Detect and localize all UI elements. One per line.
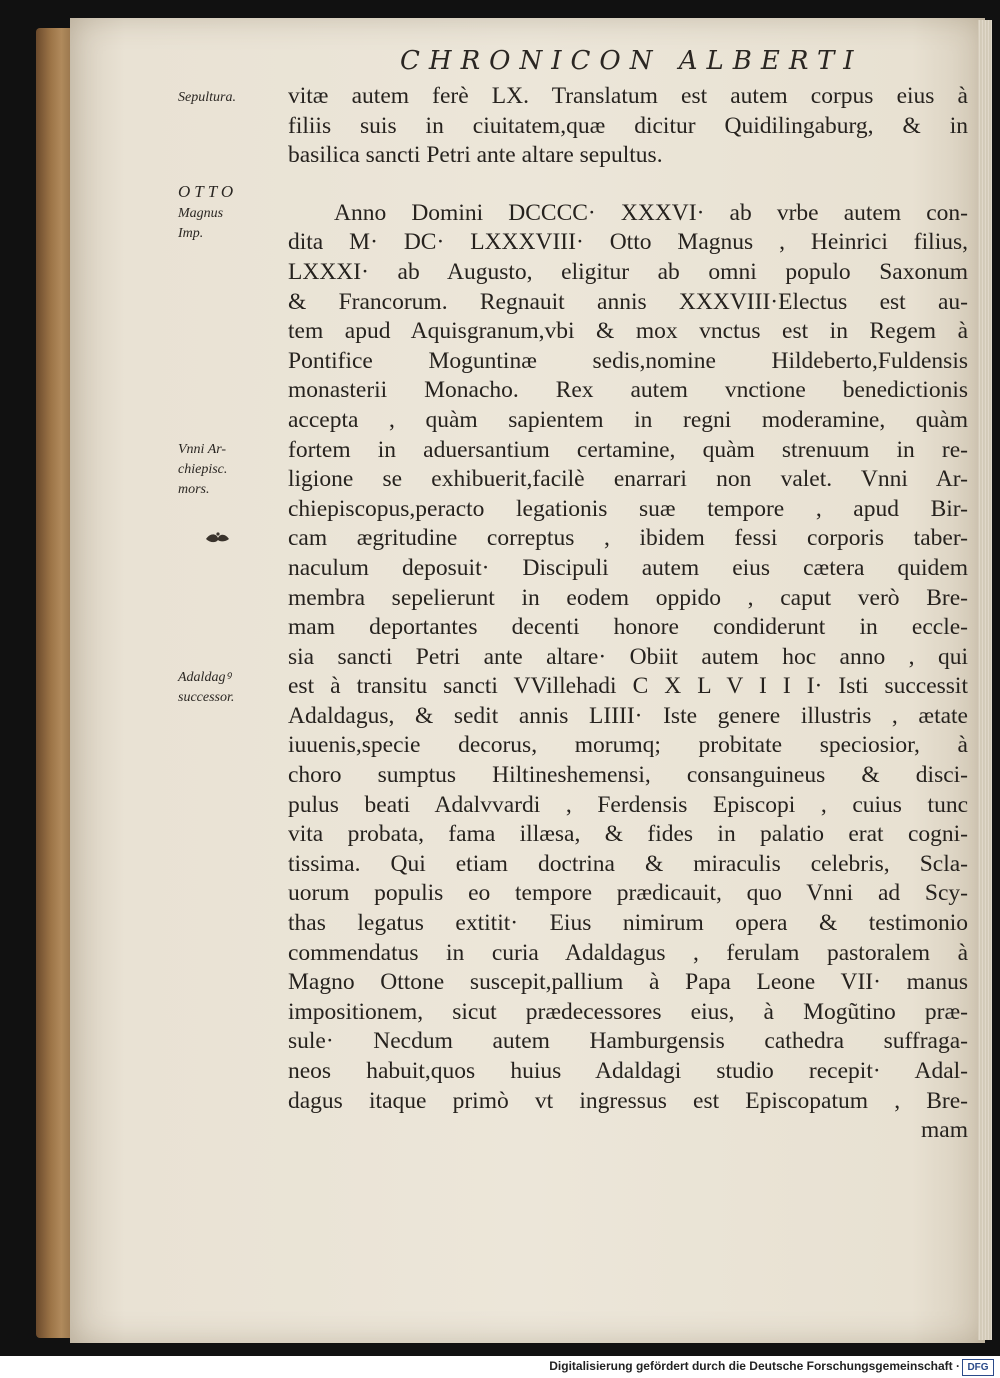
margin-note-otto — [178, 182, 286, 244]
text-line: naculum deposuit· Discipuli autem eius cætera quidem — [288, 554, 968, 581]
text-line: filiis suis in ciuitatem,quæ dicitur Quidilingaburg, & in — [288, 112, 968, 139]
text-line: est à transitu sancti VVillehadi C X L V I I I· Isti successit — [288, 673, 968, 700]
margin-note-text: Sepultura. — [178, 90, 236, 105]
paragraph-gap — [288, 171, 968, 199]
margin-note-text: Imp. — [178, 226, 204, 241]
margin-note-text: mors. — [178, 482, 210, 497]
text-line: dagus itaque primò vt ingressus est Episcopatum , Bre- — [288, 1087, 968, 1114]
text-line: impositionem, sicut prædecessores eius, à Mogũtino præ- — [288, 998, 968, 1025]
text-line: accepta , quàm sapientem in regni moderamine, quàm — [288, 406, 968, 433]
footer-credit: Digitalisierung gefördert durch die Deutsche Forschungsgemeinschaft · — [549, 1359, 960, 1373]
text-line: tissima. Qui etiam doctrina & miraculis celebris, Scla- — [288, 850, 968, 877]
text-line: monasterii Monacho. Rex autem vnctione benedictionis — [288, 377, 968, 404]
main-text-block — [288, 82, 968, 1146]
margin-note-text: Vnni Ar- — [178, 442, 227, 457]
text-line: Adaldagus, & sedit annis LIIII· Iste genere illustris , ætate — [288, 702, 968, 729]
margin-note-text: chiepisc. — [178, 462, 228, 477]
text-line: uorum populis eo tempore prædicauit, quo Vnni ad Scy- — [288, 880, 968, 907]
text-line: membra sepelierunt in eodem oppido , caput verò Bre- — [288, 584, 968, 611]
text-line: chiepiscopus,peracto legationis suæ tempore , apud Bir- — [288, 495, 968, 522]
text-line: vitæ autem ferè LX. Translatum est autem corpus eius à — [288, 83, 968, 109]
margin-note-otto-title: OTTO — [178, 182, 238, 201]
running-head: CHRONICON ALBERTI — [400, 46, 863, 76]
text-line: & Francorum. Regnauit annis XXXVIII·Electus est au- — [288, 288, 968, 315]
text-line: ligione se exhibuerit,facilè enarrari non valet. Vnni Ar- — [288, 466, 968, 493]
text-line: LXXXI· ab Augusto, eligitur ab omni populo Saxonum — [288, 258, 968, 285]
text-line: pulus beati Adalvvardi , Ferdensis Episcopi , cuius tunc — [288, 791, 968, 818]
text-line: mam deportantes decenti honore condiderunt in eccle- — [288, 614, 968, 641]
text-line: Pontifice Moguntinæ sedis,nomine Hildeberto,Fuldensis — [288, 347, 968, 374]
text-line: iuuenis,specie decorus, morumq; probitate speciosior, à — [288, 732, 968, 759]
margin-note-vnni — [178, 440, 286, 500]
text-line: neos habuit,quos huius Adaldagi studio recepit· Adal- — [288, 1058, 968, 1084]
paragraph-1 — [288, 82, 968, 171]
margin-note-text: Adaldagꝰ — [178, 670, 231, 685]
text-line: tem apud Aquisgranum,vbi & mox vnctus est in Regem à — [288, 318, 968, 345]
text-line: sia sancti Petri ante altare· Obiit autem hoc anno , qui — [288, 643, 968, 670]
text-line: dita M· DC· LXXXVIII· Otto Magnus , Heinrici filius, — [288, 229, 968, 256]
digitization-footer — [0, 1356, 1000, 1378]
text-line: sule· Necdum autem Hamburgensis cathedra suffraga- — [288, 1028, 968, 1055]
fleuron-ornament-icon — [204, 530, 230, 546]
text-line: basilica sancti Petri ante altare sepultus. — [288, 142, 663, 169]
text-line: commendatus in curia Adaldagus , ferulam pastoralem à — [288, 939, 968, 966]
margin-note-text: Magnus — [178, 206, 224, 221]
text-line: fortem in aduersantium certamine, quàm strenuum in re- — [288, 436, 968, 463]
margin-note-sepultura — [178, 88, 286, 108]
paragraph-2 — [288, 199, 968, 1146]
page-stack-edge — [978, 20, 992, 1340]
margin-note-text: successor. — [178, 690, 235, 705]
catchword: mam — [921, 1117, 968, 1144]
text-line: cam ægritudine correptus , ibidem fessi corporis taber- — [288, 525, 968, 552]
dfg-logo: DFG — [962, 1359, 994, 1376]
margin-note-adaldag — [178, 668, 286, 708]
text-line: vita probata, fama illæsa, & fides in palatio erat cogni- — [288, 821, 968, 848]
text-line: choro sumptus Hiltineshemensi, consanguineus & disci- — [288, 762, 968, 789]
text-line: Anno Domini DCCCC· XXXVI· ab vrbe autem con- — [334, 199, 968, 226]
text-line: Magno Ottone suscepit,pallium à Papa Leone VII· manus — [288, 969, 968, 996]
text-line: thas legatus extitit· Eius nimirum opera & testimonio — [288, 910, 968, 937]
